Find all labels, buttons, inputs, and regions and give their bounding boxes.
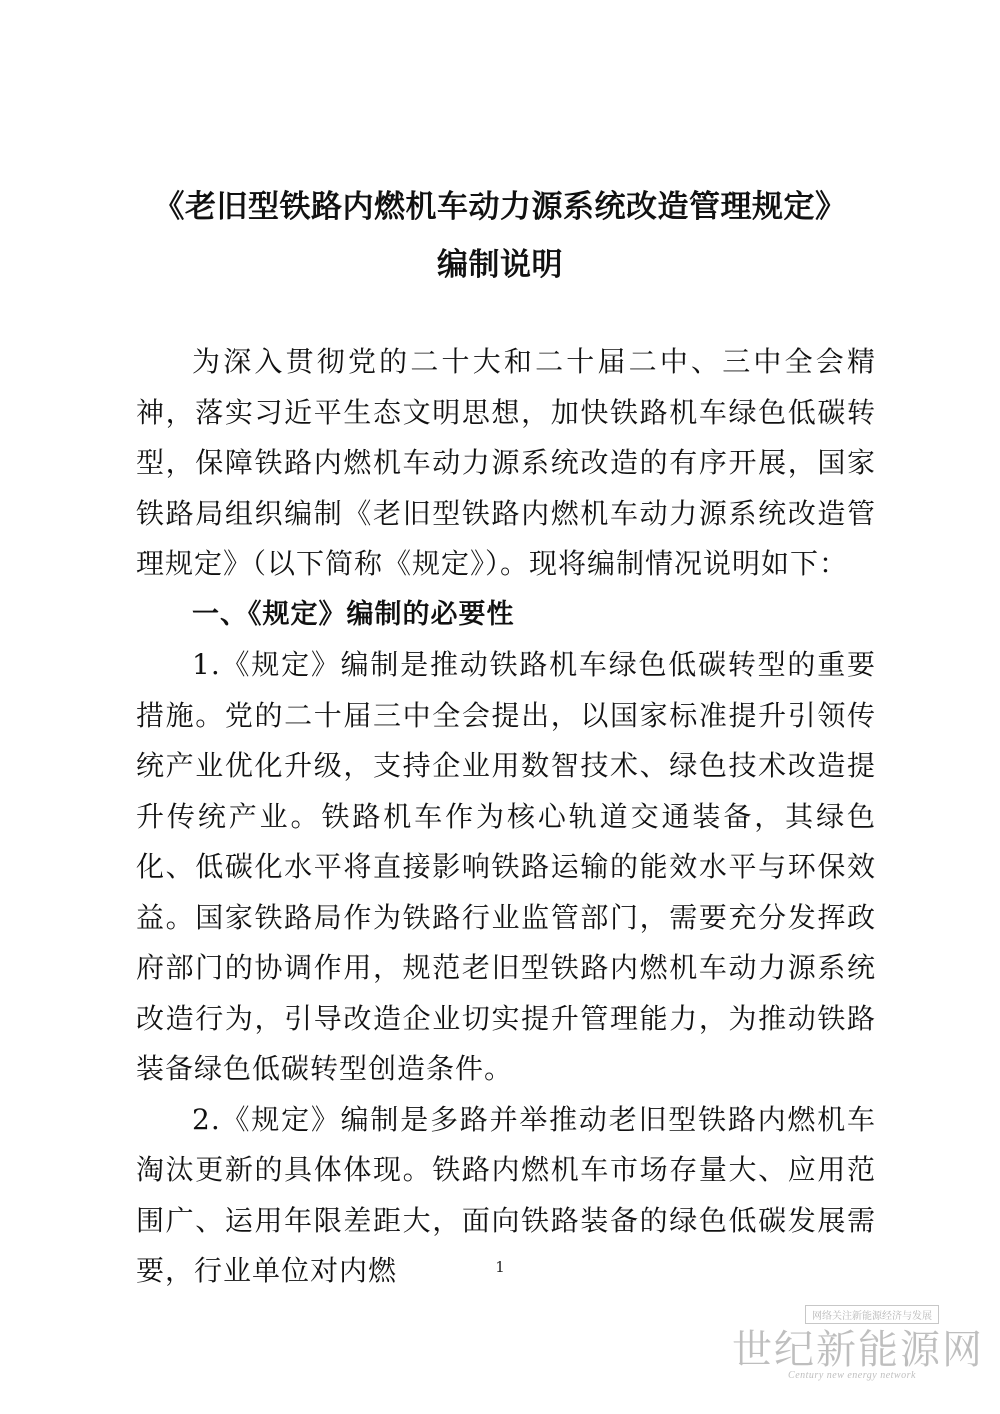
document-title	[100, 178, 900, 294]
title-line-sub: 编制说明	[437, 247, 563, 283]
document-body	[136, 337, 876, 1297]
page-number: 1	[495, 1258, 505, 1276]
point-2-paragraph: 2.《规定》编制是多路并举推动老旧型铁路内燃机车淘汰更新的具体体现。铁路内燃机车市场存量大、应用范围广、运用年限差距大，面向铁路装备的绿色低碳发展需要，行业单位对内燃	[136, 1102, 876, 1287]
watermark-english: Century new energy network	[788, 1370, 916, 1381]
section-heading: 一、《规定》编制的必要性	[192, 598, 515, 630]
point-1-paragraph: 1.《规定》编制是推动铁路机车绿色低碳转型的重要措施。党的二十届三中全会提出，以国家标准提升引领传统产业优化升级，支持企业用数智技术、绿色技术改造提升传统产业。铁路机车作为核心轨道交通装备，其绿色化、低碳化水平将直接影响铁路运输的能效水平与环保效益。国家铁路局作为铁路行业监管部门，需要充分发挥政府部门的协调作用，规范老旧型铁路内燃机车动力源系统改造行为，引导改造企业切实提升管理能力，为推动铁路装备绿色低碳转型创造条件。	[136, 648, 876, 1085]
watermark-tagline: 网络关注新能源经济与发展	[805, 1305, 939, 1324]
watermark-logo-text: 世纪新能源网	[732, 1327, 984, 1373]
title-line-main: 《老旧型铁路内燃机车动力源系统改造管理规定》	[153, 189, 847, 225]
site-watermark	[732, 1304, 984, 1381]
intro-paragraph: 为深入贯彻党的二十大和二十届二中、三中全会精神，落实习近平生态文明思想，加快铁路机车绿色低碳转型，保障铁路内燃机车动力源系统改造的有序开展，国家铁路局组织编制《老旧型铁路内燃机车动力源系统改造管理规定》（以下简称《规定》）。现将编制情况说明如下：	[136, 345, 876, 580]
